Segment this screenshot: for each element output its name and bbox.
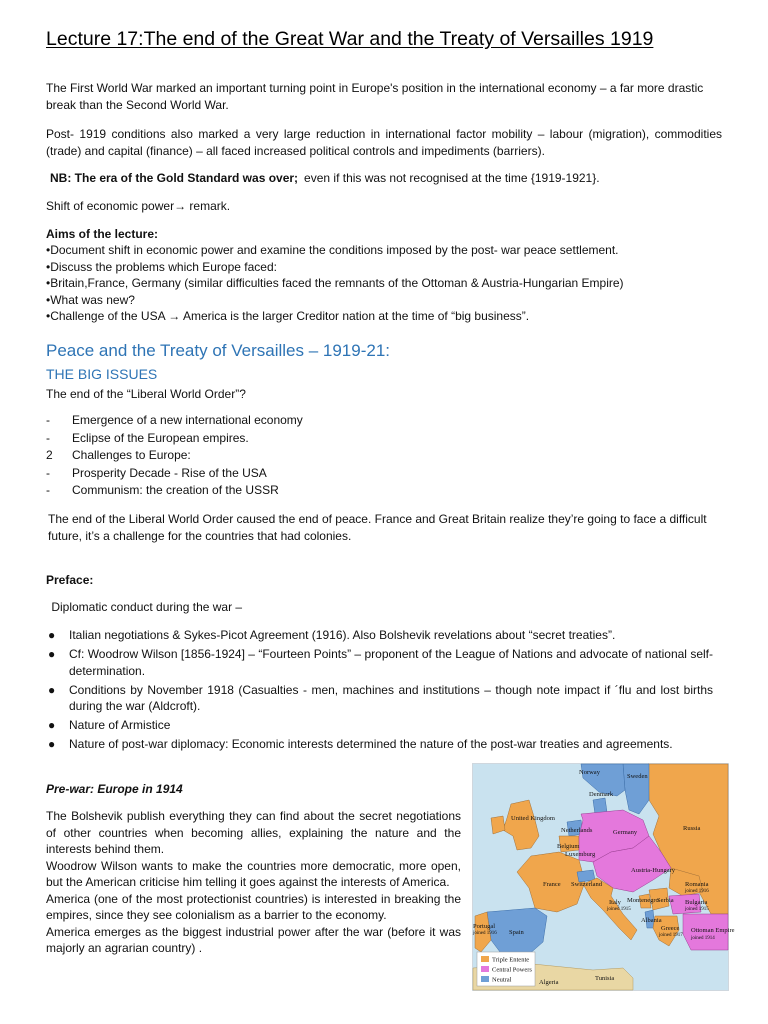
list-marker: - <box>46 465 50 480</box>
shift-remark: Shift of economic power→ remark. <box>46 199 231 213</box>
label-luxemburg: Luxemburg <box>565 851 596 858</box>
section-subheading: THE BIG ISSUES <box>46 366 158 382</box>
aims-item: •Britain,France, Germany (similar difficulties faced the remnants of the Ottoman & Austria-Hungarian Empire) <box>46 276 624 290</box>
bullet-text: Cf: Woodrow Wilson [1856-1924] – “Fourteen Points” – proponent of the League of Nations and advocate of national self-determination. <box>69 647 713 678</box>
legend-label-neutral: Neutral <box>492 976 512 984</box>
list-item-text: Prosperity Decade - Rise of the USA <box>72 465 267 480</box>
bullet-dot-icon: ● <box>48 682 56 697</box>
aims-heading: Aims of the lecture: <box>46 227 159 241</box>
section-lead: The end of the “Liberal World Order”? <box>46 387 246 401</box>
list-item-text: Eclipse of the European empires. <box>72 430 249 445</box>
prewar-paragraph: America emerges as the biggest industrial power after the war (before it was majorly an agrarian country) . <box>46 924 461 955</box>
label-portugal: Portugal <box>473 923 496 930</box>
aims-item: •Discuss the problems which Europe faced: <box>46 259 277 274</box>
label-belgium: Belgium <box>557 843 580 850</box>
label-bulgaria-joined: joined 1915 <box>685 907 709 912</box>
legend-label-entente: Triple Entente <box>492 956 530 964</box>
legend-swatch-neutral <box>481 976 489 982</box>
list-marker: 2 <box>46 448 53 463</box>
label-norway: Norway <box>579 769 600 776</box>
label-austria-hungary: Austria-Hungary <box>631 867 676 874</box>
label-france: France <box>543 881 561 888</box>
intro-paragraph-1: The First World War marked an important turning point in Europe's position in the international economy – a far more drastic break than the Second World War. <box>46 81 704 112</box>
label-russia: Russia <box>683 825 701 832</box>
aims-item: •What was new? <box>46 292 135 307</box>
list-marker: - <box>46 413 50 427</box>
label-spain: Spain <box>509 929 524 936</box>
bullet-dot-icon: ● <box>48 718 56 732</box>
list-item-text: Emergence of a new international economy <box>72 413 303 427</box>
legend-label-central: Central Powers <box>492 966 532 974</box>
label-montenegro: Montenegro <box>627 897 659 904</box>
prewar-text <box>46 808 461 957</box>
aims-item: •Challenge of the USA → America is the larger Creditor nation at the time of “big business”. <box>46 309 530 323</box>
nb-bold: NB: The era of the Gold Standard was over; <box>50 171 299 185</box>
aims-list <box>46 242 624 325</box>
label-algeria: Algeria <box>539 979 559 986</box>
intro-paragraph-2: Post- 1919 conditions also marked a very large reduction in international factor mobility – labour (migration), commodities (trade) and capital (finance) – all faced increased political controls and impediments (barriers). <box>46 127 722 158</box>
section-paragraph: The end of the Liberal World Order caused the end of peace. France and Great Britain realize they’re going to face a difficult future, it’s a challenge for the countries that had colonies. <box>48 512 707 543</box>
map-legend <box>477 952 535 986</box>
list-marker: - <box>46 430 50 445</box>
label-romania-joined: joined 1916 <box>685 889 709 894</box>
label-italy-joined: joined 1915 <box>607 907 631 912</box>
bullet-text: Italian negotiations & Sykes-Picot Agreement (1916). Also Bolshevik revelations about “secret treaties”. <box>69 628 616 642</box>
bullet-text: Conditions by November 1918 (Casualties - men, machines and institutions – though note impact if ´flu and lost births during the war (Aldcroft). <box>69 682 713 713</box>
list-item <box>46 430 303 448</box>
bullet-item <box>47 736 713 753</box>
section-heading: Peace and the Treaty of Versailles – 1919-21: <box>46 341 391 360</box>
bullet-item <box>47 627 713 644</box>
list-item-text: Communism: the creation of the USSR <box>72 483 279 498</box>
label-bulgaria: Bulgaria <box>685 899 708 906</box>
label-uk <box>511 815 555 822</box>
preface-bullets <box>47 627 713 755</box>
prewar-paragraph: The Bolshevik publish everything they can find about the secret negotiations of other countries when becoming allies, explaining the nature and the interests behind them. <box>46 809 461 856</box>
label-ottoman: Ottoman Empire <box>691 927 735 934</box>
label-germany: Germany <box>613 829 638 836</box>
preface-heading: Preface: <box>46 573 94 587</box>
preface-lead: Diplomatic conduct during the war – <box>48 600 243 614</box>
list-item <box>46 412 303 430</box>
list-item <box>46 482 303 500</box>
bullet-text: Nature of post-war diplomacy: Economic interests determined the nature of the post-war treaties and agreements. <box>69 737 673 751</box>
nb-rest: even if this was not recognised at the time {1919-1921}. <box>304 171 600 185</box>
list-marker: - <box>46 483 50 498</box>
europe-1914-map <box>472 763 735 991</box>
label-greece: Greece <box>661 925 680 932</box>
map-svg <box>473 764 735 990</box>
label-portugal-joined: joined 1916 <box>473 931 497 936</box>
list-item-text: Challenges to Europe: <box>72 448 191 463</box>
page-title: Lecture 17:The end of the Great War and the Treaty of Versailles 1919 <box>46 28 654 50</box>
label-italy: Italy <box>609 899 621 906</box>
label-uk-text: United Kingdom <box>511 815 555 822</box>
prewar-paragraph: Woodrow Wilson wants to make the countries more democratic, more open, but the American criticise him telling it goes against the interests of America. <box>46 858 461 889</box>
label-greece-joined: joined 1917 <box>659 933 683 938</box>
label-romania: Romania <box>685 881 709 888</box>
prewar-paragraph: America (one of the most protectionist countries) is interested in breaking the empires, since they see colonialism as a barrier to the economy. <box>46 891 461 922</box>
aims-item: •Document shift in economic power and examine the conditions imposed by the post- war peace settlement. <box>46 243 619 257</box>
bullet-item <box>47 682 713 715</box>
label-ottoman-joined: joined 1914 <box>691 936 715 941</box>
big-issues-list <box>46 412 303 500</box>
label-denmark: Denmark <box>589 791 614 798</box>
label-sweden: Sweden <box>627 773 648 780</box>
label-netherlands: Netherlands <box>561 827 593 834</box>
bullet-dot-icon: ● <box>48 737 56 751</box>
prewar-heading: Pre-war: Europe in 1914 <box>46 782 183 796</box>
bullet-dot-icon: ● <box>48 647 56 661</box>
label-tunisia: Tunisia <box>595 975 615 982</box>
label-serbia: Serbia <box>657 897 674 904</box>
bullet-item <box>47 646 713 679</box>
legend-swatch-central <box>481 966 489 972</box>
bullet-dot-icon: ● <box>48 628 56 642</box>
bullet-text: Nature of Armistice <box>69 718 171 732</box>
legend-swatch-entente <box>481 956 489 962</box>
label-albania: Albania <box>641 917 662 924</box>
nb-line <box>46 170 600 187</box>
list-item <box>46 447 303 465</box>
label-switzerland: Switzerland <box>571 881 603 888</box>
list-item <box>46 465 303 483</box>
bullet-item <box>47 717 713 734</box>
